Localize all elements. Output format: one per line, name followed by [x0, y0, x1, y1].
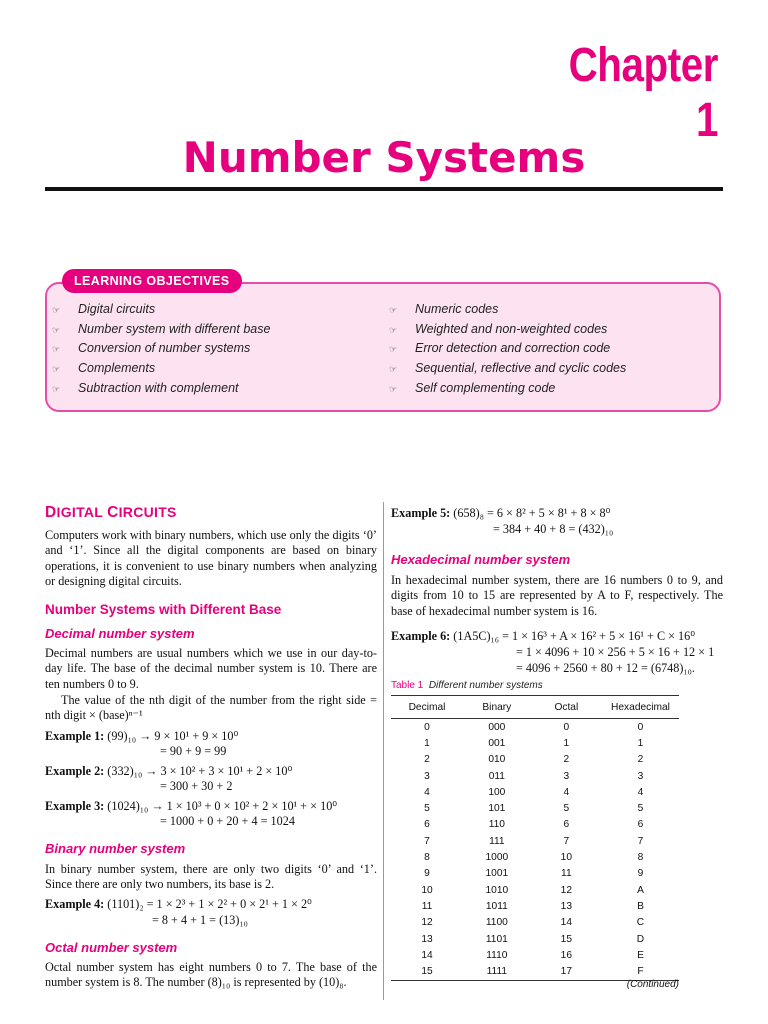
table-cell: 3 — [424, 770, 430, 782]
list-item: ☞ Conversion of number systems — [52, 339, 372, 359]
table-row — [391, 719, 679, 736]
list-item: ☞ Digital circuits — [52, 300, 372, 320]
table-cell: 1101 — [485, 933, 508, 945]
table-cell: 13 — [560, 900, 572, 912]
table-cell: 0 — [424, 721, 430, 733]
table-cell: 001 — [488, 737, 506, 749]
paragraph-decimal: Decimal numbers are usual numbers which we use in our day-to-day life. The base of the decimal number system is 10. There are ten numbers 0 to 9. — [45, 646, 377, 691]
table-cell: 101 — [488, 803, 506, 815]
table-cell: 15 — [391, 963, 463, 980]
paragraph-hexadecimal: In hexadecimal number system, there are 16 numbers 0 to 9, and digits from 10 to 15 are represented by A to F, respectively. The base of hexadecimal number system is 16. — [391, 573, 723, 618]
table-cell: 8 — [424, 852, 430, 864]
column-header: Hexadecimal — [602, 696, 679, 719]
table-cell: 0 — [637, 721, 644, 733]
table-cell: 3 — [637, 770, 644, 782]
table-cell: 12 — [560, 884, 572, 896]
table-cell: 7 — [637, 835, 644, 847]
table-cell: 1 — [563, 737, 570, 749]
column-header: Binary — [463, 696, 531, 719]
table-cell: 100 — [488, 786, 506, 798]
table-cell: 5 — [637, 803, 644, 815]
table-cell: 4 — [424, 786, 430, 798]
list-item: ☞ Complements — [52, 359, 372, 379]
table-cell: 1011 — [485, 900, 508, 912]
table-cell: 1 — [424, 737, 430, 749]
table-cell: 9 — [637, 868, 644, 880]
table-cell: 12 — [421, 917, 433, 929]
example-4-line-2: = 8 + 4 + 1 = (13)₁₀ — [152, 913, 248, 927]
paragraph-digital-circuits: Computers work with binary numbers, which use only the digits ‘0’ and ‘1’. Since all the digital components are based on binary operations, it is convenient to use binary numbers when analyzing or designing digital circuits. — [45, 528, 377, 589]
heading-octal: Octal number system — [45, 940, 178, 955]
pointing-hand-icon: ☞ — [389, 305, 398, 315]
table-row — [391, 817, 679, 833]
table-cell: 16 — [560, 949, 572, 961]
column-divider — [383, 502, 384, 1000]
example-5: Example 5: (658)₈ = 6 × 8² + 5 × 8¹ + 8 × 8⁰ — [391, 506, 611, 520]
table-cell: 17 — [531, 963, 602, 980]
table-cell: 2 — [637, 754, 644, 766]
table-cell: 4 — [563, 786, 570, 798]
list-item: ☞ Error detection and correction code — [389, 339, 709, 359]
table-cell: 1010 — [485, 884, 509, 896]
list-item: ☞ Self complementing code — [389, 379, 709, 399]
column-header: Octal — [531, 696, 602, 719]
table-cell: C — [636, 917, 645, 929]
table-cell: E — [637, 949, 644, 961]
example-2: Example 2: (332)₁₀ → 3 × 10² + 3 × 10¹ + 2 × 10⁰ — [45, 764, 293, 778]
table-cell: 11 — [421, 900, 433, 912]
table-row — [391, 833, 679, 849]
table-cell: 0 — [563, 721, 570, 733]
example-1: Example 1: (99)₁₀ → 9 × 10¹ + 9 × 10⁰ — [45, 729, 239, 743]
table-cell: 2 — [563, 754, 570, 766]
title-rule — [45, 187, 723, 191]
list-item: ☞ Weighted and non-weighted codes — [389, 320, 709, 340]
pointing-hand-icon: ☞ — [389, 364, 398, 375]
table-cell: 5 — [424, 803, 430, 815]
table-cell: 1100 — [485, 917, 508, 929]
table-cell: 6 — [563, 819, 570, 831]
table-cell: 3 — [563, 770, 570, 782]
pointing-hand-icon: ☞ — [52, 305, 61, 315]
heading-binary: Binary number system — [45, 841, 186, 856]
pointing-hand-icon: ☞ — [52, 364, 61, 375]
table-row — [391, 768, 679, 784]
table-row — [391, 752, 679, 768]
pointing-hand-icon: ☞ — [389, 383, 398, 394]
paragraph-binary: In binary number system, there are only two digits ‘0’ and ‘1’. Since there are only two numbers, its base is 2. — [45, 862, 377, 892]
table-caption: Table 1 Different number systems — [391, 680, 543, 691]
table-cell: 1000 — [485, 852, 509, 864]
table-cell: 13 — [421, 933, 433, 945]
table-cell: 6 — [424, 819, 430, 831]
example-6-line-3: = 4096 + 2560 + 80 + 12 = (6748)₁₀. — [516, 661, 695, 675]
pointing-hand-icon: ☞ — [389, 344, 398, 355]
table-cell: 11 — [561, 868, 572, 880]
table-row — [391, 915, 679, 931]
paragraph-nth-digit: The value of the nth digit of the number from the right side = nth digit × (base)ⁿ⁻¹ — [45, 693, 377, 723]
table-cell: 10 — [421, 884, 433, 896]
heading-decimal: Decimal number system — [45, 626, 195, 641]
number-systems-table — [391, 695, 679, 981]
table-cell: 15 — [560, 933, 572, 945]
table-header-row — [391, 696, 679, 719]
table-row — [391, 882, 679, 898]
list-item: ☞ Numeric codes — [389, 300, 709, 320]
learning-objectives-label: LEARNING OBJECTIVES — [62, 269, 242, 293]
example-5-line-2: = 384 + 40 + 8 = (432)₁₀ — [493, 522, 614, 536]
column-header: Decimal — [391, 696, 463, 719]
table-cell: 010 — [488, 754, 506, 766]
pointing-hand-icon: ☞ — [52, 344, 61, 355]
table-row — [391, 963, 679, 980]
table-cell: A — [637, 884, 644, 896]
table-cell: D — [636, 933, 645, 945]
table-cell: 9 — [424, 868, 430, 880]
table-cell: F — [602, 963, 679, 980]
objectives-left-list — [52, 300, 372, 398]
table-cell: 2 — [424, 754, 430, 766]
table-cell: 5 — [563, 803, 570, 815]
example-4: Example 4: (1101)₂ = 1 × 2³ + 1 × 2² + 0 × 2¹ + 1 × 2⁰ — [45, 897, 312, 911]
table-cell: 011 — [488, 770, 505, 782]
list-item: ☞ Sequential, reflective and cyclic codes — [389, 359, 709, 379]
section-heading-digital-circuits: DIGITAL CIRCUITS — [45, 504, 177, 521]
table-row — [391, 898, 679, 914]
table-cell: 111 — [489, 835, 505, 847]
table-cell: 000 — [488, 721, 506, 733]
example-2-line-2: = 300 + 30 + 2 — [160, 779, 233, 793]
table-cell: 7 — [563, 835, 570, 847]
table-cell: 1001 — [485, 868, 509, 880]
heading-hexadecimal: Hexadecimal number system — [391, 552, 571, 567]
table-cell: 1110 — [486, 949, 508, 961]
pointing-hand-icon: ☞ — [52, 324, 61, 335]
list-item: ☞ Subtraction with complement — [52, 379, 372, 399]
table-cell: 1 — [637, 737, 644, 749]
paragraph-octal: Octal number system has eight numbers 0 to 7. The base of the number system is 8. The number (8)₁₀ is represented by (10)₈. — [45, 960, 377, 990]
example-3-line-2: = 1000 + 0 + 20 + 4 = 1024 — [160, 814, 295, 828]
heading-number-systems-base: Number Systems with Different Base — [45, 602, 282, 617]
pointing-hand-icon: ☞ — [52, 383, 61, 394]
pointing-hand-icon: ☞ — [389, 324, 398, 335]
example-1-line-2: = 90 + 9 = 99 — [160, 744, 227, 758]
table-row — [391, 931, 679, 947]
example-6: Example 6: (1A5C)₁₆ = 1 × 16³ + A × 16² + 5 × 16¹ + C × 16⁰ — [391, 629, 696, 643]
table-row — [391, 800, 679, 816]
table-row — [391, 849, 679, 865]
table-cell: 10 — [560, 852, 572, 864]
table-cell: 4 — [637, 786, 644, 798]
table-cell: 14 — [421, 949, 433, 961]
page-title: Number Systems — [182, 133, 586, 182]
table-row — [391, 866, 679, 882]
table-cell: 6 — [637, 819, 644, 831]
table-cell: 1111 — [463, 963, 531, 980]
example-3: Example 3: (1024)₁₀ → 1 × 10³ + 0 × 10² + 2 × 10¹ + × 10⁰ — [45, 799, 338, 813]
table-cell: B — [637, 900, 644, 912]
table-cell: 7 — [424, 835, 430, 847]
table-row — [391, 735, 679, 751]
chapter-label: Chapter 1 — [568, 39, 718, 147]
table-row — [391, 784, 679, 800]
table-cell: 8 — [637, 852, 644, 864]
objectives-right-list — [389, 300, 709, 398]
list-item: ☞ Number system with different base — [52, 320, 372, 340]
table-row — [391, 947, 679, 963]
example-6-line-2: = 1 × 4096 + 10 × 256 + 5 × 16 + 12 × 1 — [516, 645, 715, 659]
table-cell: 110 — [488, 819, 505, 831]
table-cell: 14 — [560, 917, 572, 929]
table-continued-note: (Continued) — [626, 979, 679, 990]
